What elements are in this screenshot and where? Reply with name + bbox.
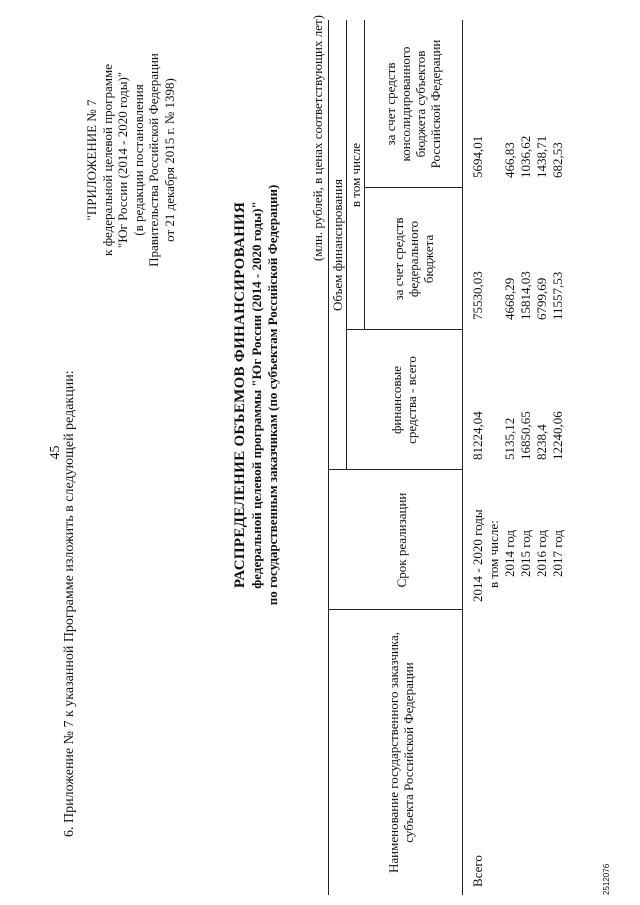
cell-period: 2016 год [534, 530, 549, 577]
row-label-total: Всего [470, 855, 485, 887]
appendix-line: "ПРИЛОЖЕНИЕ № 7 [84, 99, 99, 221]
cell-regional: 5694,01 [470, 135, 485, 178]
cell-federal: 11557,53 [550, 271, 565, 320]
appendix-line: к федеральной целевой программе [99, 64, 115, 256]
header-including: в том числе [347, 142, 363, 208]
cell-total: 16850,65 [518, 411, 533, 460]
appendix-line: Правительства Российской Федерации [146, 53, 161, 267]
cell-regional: 1438,71 [534, 135, 549, 178]
document-subtitle: по государственным заказчикам (по субъектам Российской Федерации) [265, 184, 280, 606]
cell-period: 2014 - 2020 годы [470, 509, 485, 602]
page-number: 45 [48, 445, 63, 460]
cell-regional: 682,53 [550, 142, 565, 178]
header-period: Срок реализации [393, 492, 409, 588]
document-stamp: 2512076 [602, 863, 611, 895]
cell-total: 81224,04 [470, 411, 485, 460]
units-note: (млн. рублей, в ценах соответствующих лет) [310, 15, 325, 262]
header-volume: Объем финансирования [329, 178, 345, 312]
cell-period: 2014 год [502, 530, 517, 577]
cell-total: 5135,12 [502, 417, 517, 460]
cell-total: 8238,4 [534, 424, 549, 460]
appendix-header [84, 10, 177, 310]
cell-federal: 4668,29 [502, 277, 517, 320]
cell-regional: 1036,62 [518, 135, 533, 178]
intro-text: 6. Приложение № 7 к указанной Программе изложить в следующей редакции: [62, 370, 77, 837]
cell-period: 2017 год [550, 530, 565, 577]
cell-period: 2015 год [518, 530, 533, 577]
cell-federal: 15814,03 [518, 271, 533, 320]
document-subtitle: федеральной целевой программы "Юг России (2014 - 2020 годы)" [249, 201, 264, 589]
header-regional: за счет средств консолидированного бюджета субъектов Российской Федерации [383, 39, 443, 169]
cell-federal: 6799,69 [534, 277, 549, 320]
header-federal: за счет средств федерального бюджета [390, 217, 436, 301]
title-block [232, 115, 281, 675]
appendix-line: "Юг России (2014 - 2020 годы)" [115, 71, 130, 249]
appendix-line: (в редакции постановления [130, 84, 146, 236]
cell-federal: 75530,03 [470, 271, 485, 320]
header-total: финансовые средства - всего [389, 356, 419, 444]
cell-period: в том числе: [486, 520, 501, 588]
cell-total: 12240,06 [550, 411, 565, 460]
header-customer: Наименование государственного заказчика, субъекта Российской Федерации [386, 632, 416, 873]
cell-regional: 466,83 [502, 142, 517, 178]
table-header-bottom [462, 20, 463, 895]
appendix-line: от 21 декабря 2015 г. № 1398) [161, 78, 177, 242]
document-title: РАСПРЕДЕЛЕНИЕ ОБЪЕМОВ ФИНАНСИРОВАНИЯ [232, 201, 248, 589]
